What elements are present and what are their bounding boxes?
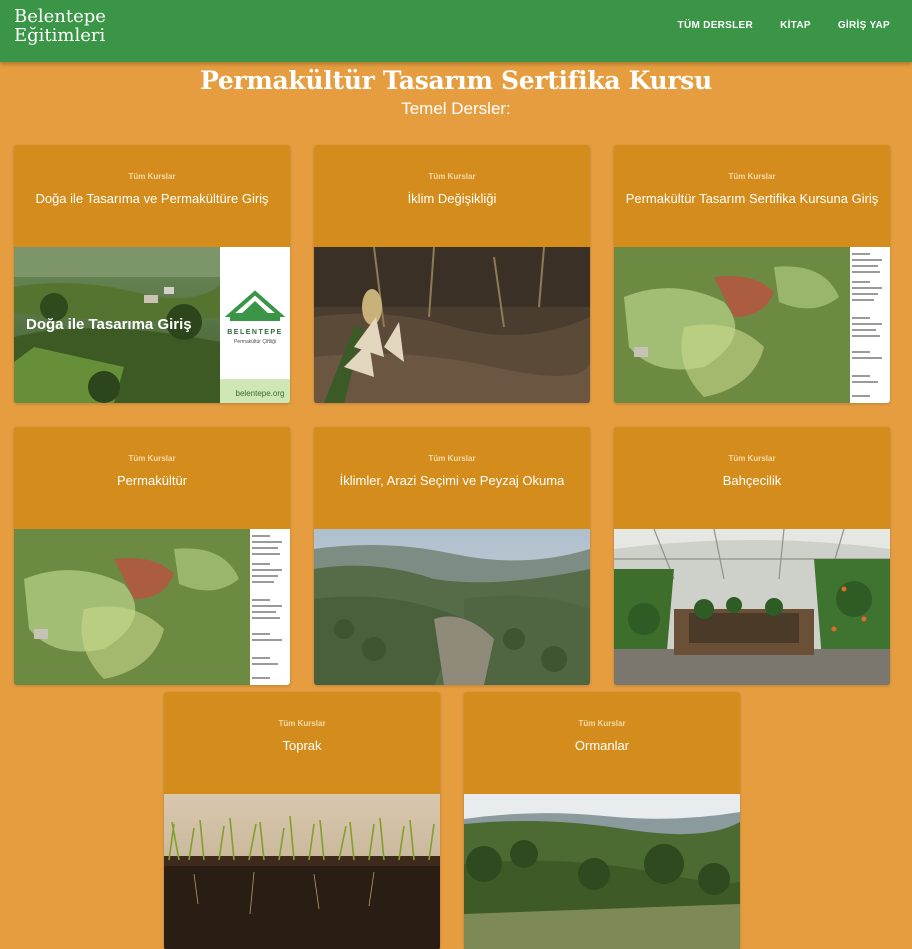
card-title[interactable]: İklim Değişikliği bbox=[407, 191, 497, 206]
image-url-text: belentepe.org bbox=[235, 389, 285, 398]
course-thumbnail[interactable] bbox=[464, 794, 740, 949]
card-title[interactable]: Permakültür bbox=[116, 473, 188, 488]
card-header bbox=[314, 145, 590, 247]
card-header bbox=[614, 145, 890, 247]
card-category: Tüm Kurslar bbox=[128, 454, 176, 463]
card-header bbox=[314, 427, 590, 529]
image-logo-subtext: Permakültür Çiftliği bbox=[234, 339, 276, 345]
logo-line-2: Eğitimleri bbox=[14, 25, 106, 46]
card-header bbox=[164, 692, 440, 794]
course-card-iklimler-arazi[interactable] bbox=[314, 427, 590, 685]
card-title[interactable]: İklimler, Arazi Seçimi ve Peyzaj Okuma bbox=[339, 473, 565, 488]
course-card-pdc-giris[interactable] bbox=[614, 145, 890, 403]
card-title[interactable]: Doğa ile Tasarıma ve Permakültüre Giriş bbox=[35, 191, 269, 206]
course-card-toprak[interactable] bbox=[164, 692, 440, 949]
nav-all-courses[interactable]: TÜM DERSLER bbox=[677, 20, 754, 31]
course-card-permakultur[interactable] bbox=[14, 427, 290, 685]
card-header bbox=[14, 427, 290, 529]
card-header bbox=[614, 427, 890, 529]
course-thumbnail[interactable] bbox=[314, 247, 590, 403]
card-category: Tüm Kurslar bbox=[728, 172, 776, 181]
card-category: Tüm Kurslar bbox=[128, 172, 176, 181]
course-card-ormanlar[interactable] bbox=[464, 692, 740, 949]
nav-login[interactable]: GİRİŞ YAP bbox=[837, 20, 890, 31]
course-card-bahcecilik[interactable] bbox=[614, 427, 890, 685]
card-category: Tüm Kurslar bbox=[428, 172, 476, 181]
course-card-iklim-degisikligi[interactable] bbox=[314, 145, 590, 403]
card-category: Tüm Kurslar bbox=[428, 454, 476, 463]
card-title[interactable]: Ormanlar bbox=[574, 738, 630, 753]
card-title[interactable]: Bahçecilik bbox=[722, 473, 782, 488]
nav-book[interactable]: KİTAP bbox=[780, 20, 811, 31]
card-category: Tüm Kurslar bbox=[728, 454, 776, 463]
card-title[interactable]: Permakültür Tasarım Sertifika Kursuna Giriş bbox=[625, 191, 879, 206]
course-card-doga-ile-tasarim[interactable] bbox=[14, 145, 290, 403]
page-title: Permakültür Tasarım Sertifika Kursu bbox=[200, 66, 712, 95]
page-subtitle: Temel Dersler: bbox=[401, 99, 511, 118]
image-caption: Doğa ile Tasarıma Giriş bbox=[26, 316, 192, 333]
site-logo[interactable] bbox=[14, 7, 106, 45]
course-thumbnail[interactable] bbox=[314, 529, 590, 685]
course-thumbnail[interactable] bbox=[614, 529, 890, 685]
image-logo-text: BELENTEPE bbox=[227, 329, 283, 336]
logo-line-1: Belentepe bbox=[14, 6, 106, 27]
card-header bbox=[464, 692, 740, 794]
card-title[interactable]: Toprak bbox=[282, 738, 322, 753]
card-category: Tüm Kurslar bbox=[278, 719, 326, 728]
main-nav bbox=[678, 20, 890, 31]
course-thumbnail[interactable] bbox=[614, 247, 890, 403]
card-category: Tüm Kurslar bbox=[578, 719, 626, 728]
top-navbar bbox=[0, 0, 912, 62]
course-thumbnail[interactable] bbox=[14, 529, 290, 685]
card-header bbox=[14, 145, 290, 247]
course-thumbnail[interactable] bbox=[14, 247, 290, 403]
course-thumbnail[interactable] bbox=[164, 794, 440, 949]
